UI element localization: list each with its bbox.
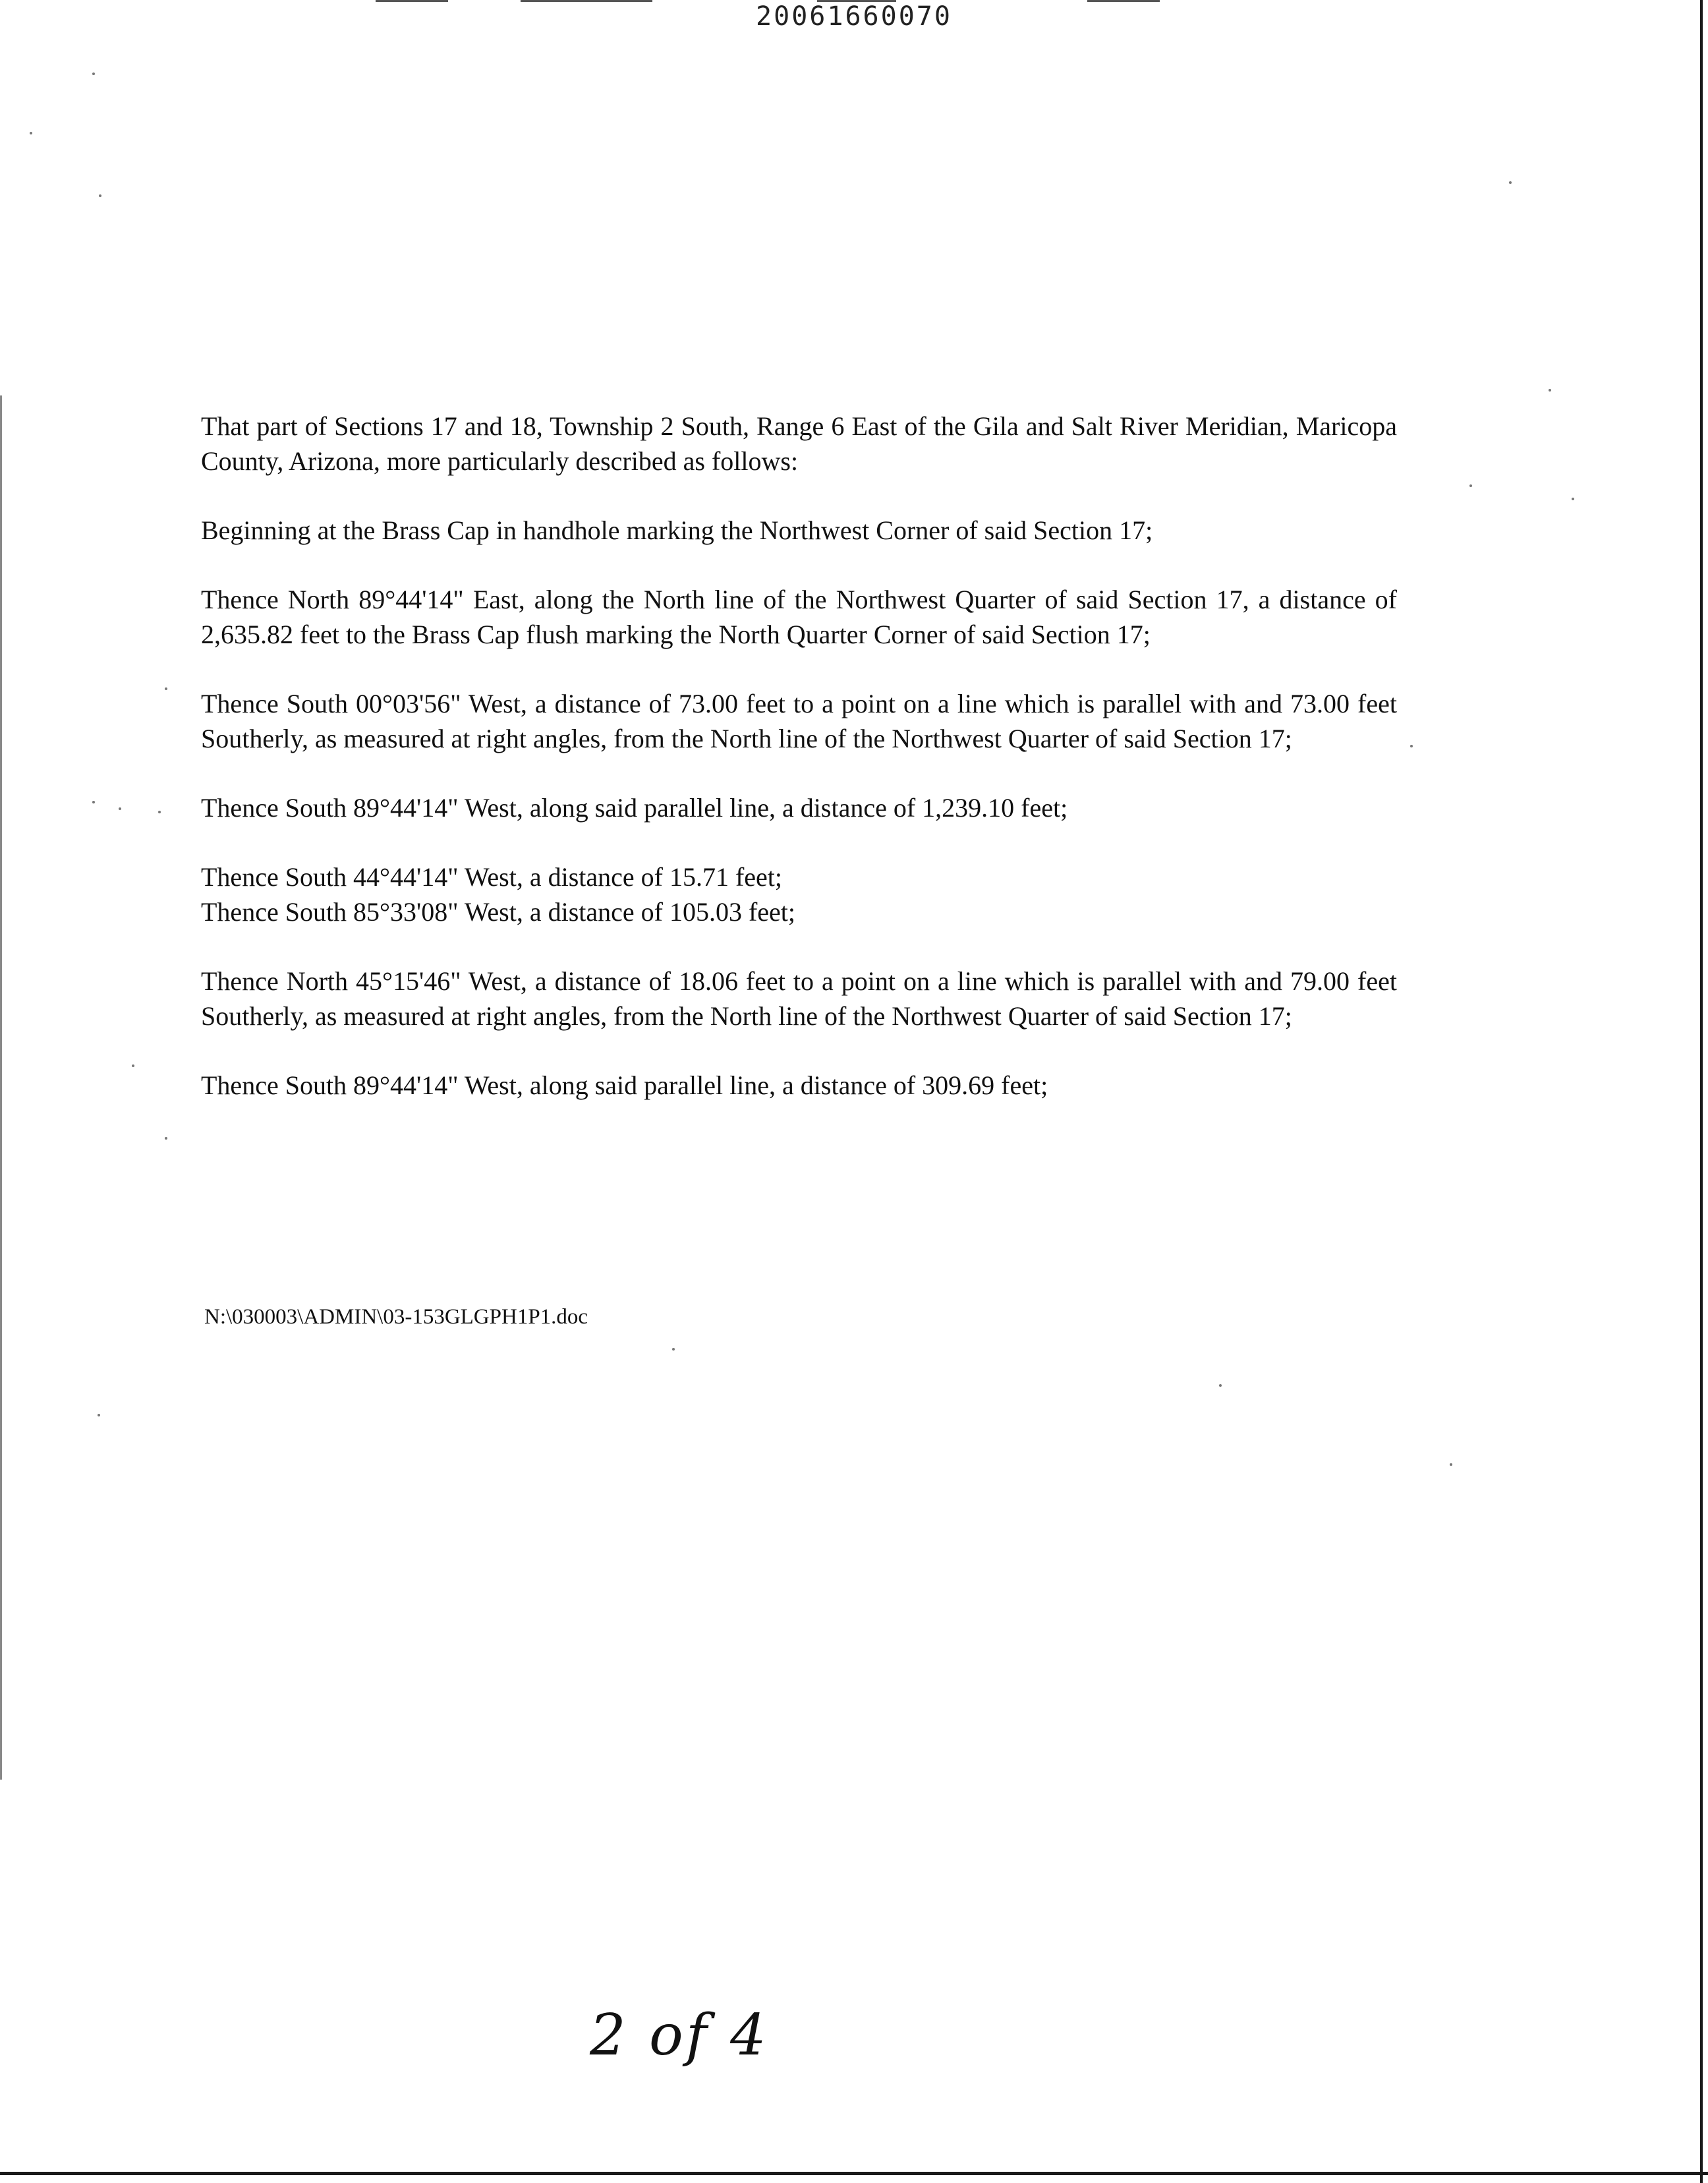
scan-speck <box>92 801 95 803</box>
scan-edge-right <box>1700 0 1703 2183</box>
scan-speck <box>672 1348 675 1351</box>
handwritten-page-count: 2 of 4 <box>590 2002 769 2068</box>
scan-speck <box>92 73 95 75</box>
scan-speck <box>158 811 161 813</box>
legal-description <box>201 409 1397 1137</box>
course-paragraph-7: Thence South 89°44'14" West, along said parallel line, a distance of 309.69 feet; <box>201 1070 1048 1100</box>
scan-speck <box>98 1414 100 1416</box>
file-path: N:\030003\ADMIN\03-153GLGPH1P1.doc <box>204 1305 588 1329</box>
beginning-paragraph: Beginning at the Brass Cap in handhole marking the Northwest Corner of said Section 17; <box>201 515 1153 545</box>
scan-speck <box>1450 1463 1452 1466</box>
scan-speck <box>1572 498 1574 500</box>
intro-paragraph: That part of Sections 17 and 18, Township 2 South, Range 6 East of the Gila and Salt River Meridian, Maricopa County, Arizona, more particularly described as follows: <box>201 411 1397 476</box>
scan-edge-bottom <box>0 2172 1708 2175</box>
scan-speck <box>1509 181 1512 184</box>
course-paragraph-2: Thence South 00°03'56" West, a distance of 73.00 feet to a point on a line which is parallel with and 73.00 feet Southerly, as measured at right angles, from the North line of the Northwest Quarter of said Section 17; <box>201 689 1397 753</box>
course-paragraph-4: Thence South 44°44'14" West, a distance of 15.71 feet; <box>201 862 783 892</box>
scan-speck <box>1549 389 1551 392</box>
scan-speck <box>1219 1384 1222 1387</box>
scan-speck <box>30 132 32 134</box>
scan-speck <box>1410 745 1413 747</box>
scan-speck <box>99 194 101 197</box>
course-paragraph-5: Thence South 85°33'08" West, a distance of 105.03 feet; <box>201 897 796 927</box>
course-paragraph-1: Thence North 89°44'14" East, along the North line of the Northwest Quarter of said Section 17, a distance of 2,635.82 feet to the Brass Cap flush marking the North Quarter Corner of said Section 17; <box>201 585 1397 649</box>
scan-speck <box>132 1064 134 1067</box>
scan-speck <box>1469 484 1472 487</box>
document-number: 20061660070 <box>756 1 952 32</box>
course-paragraph-6: Thence North 45°15'46" West, a distance of 18.06 feet to a point on a line which is parallel with and 79.00 feet Southerly, as measured at right angles, from the North line of the Northwest Quarter of said Section 17; <box>201 966 1397 1031</box>
scan-speck <box>165 687 167 690</box>
course-paragraph-3: Thence South 89°44'14" West, along said parallel line, a distance of 1,239.10 feet; <box>201 793 1068 823</box>
scan-speck <box>119 807 121 810</box>
scan-speck <box>165 1137 167 1140</box>
scan-edge-left <box>0 395 2 1780</box>
